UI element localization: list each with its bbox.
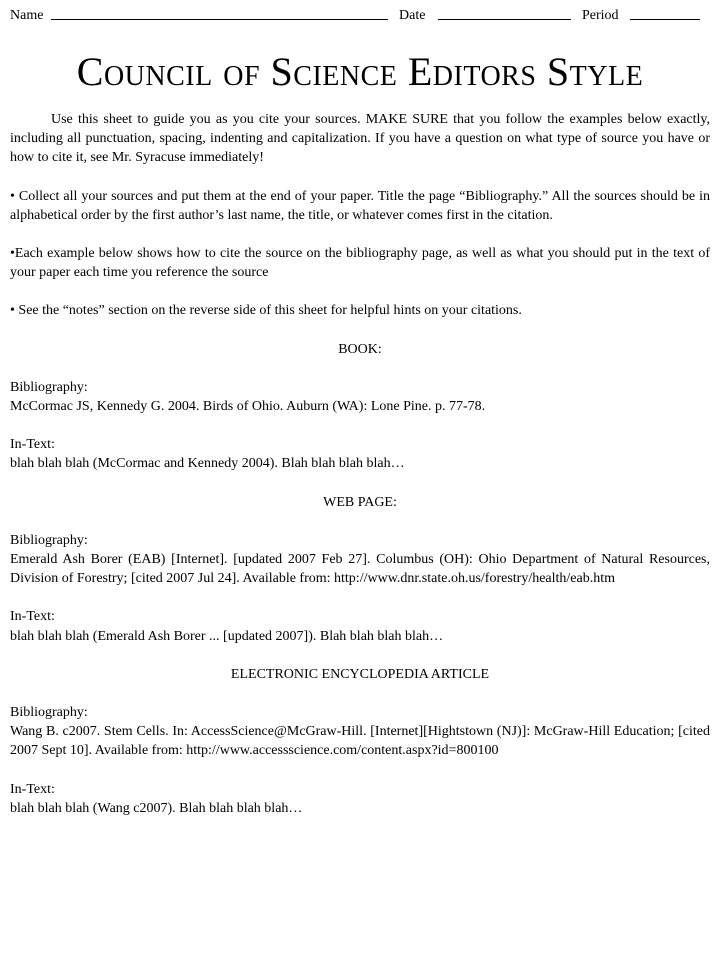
worksheet-page [10, 6, 710, 837]
period-label: Period [582, 8, 619, 23]
date-label: Date [399, 8, 426, 23]
section-heading: ELECTRONIC ENCYCLOPEDIA ARTICLE [230, 666, 490, 682]
name-blank [51, 6, 388, 20]
section-heading: WEB PAGE: [323, 494, 397, 510]
student-info-header [10, 6, 710, 26]
bibliography-label: Bibliography: [10, 532, 88, 548]
intext-label: In-Text: [10, 437, 55, 453]
intext-example: blah blah blah (McCormac and Kennedy 2004). Blah blah blah blah… [10, 456, 405, 472]
name-label: Name [10, 8, 44, 23]
bibliography-entry: Emerald Ash Borer (EAB) [Internet]. [updated 2007 Feb 27]. Columbus (OH): Ohio Department of Natural Resources, Division of Forestry; [cited 2007 Jul 24]. Available from: http://www.dnr.state.oh.us/forestry/health/eab.htm [10, 552, 710, 587]
section-heading: BOOK: [338, 341, 382, 357]
section-web-page [10, 493, 710, 646]
date-blank [438, 6, 571, 20]
bibliography-label: Bibliography: [10, 705, 88, 721]
section-encyclopedia [10, 665, 710, 818]
period-blank [630, 6, 700, 20]
section-book [10, 340, 710, 474]
intext-example: blah blah blah (Emerald Ash Borer ... [updated 2007]). Blah blah blah blah… [10, 628, 444, 644]
bibliography-entry: Wang B. c2007. Stem Cells. In: AccessScience@McGraw-Hill. [Internet][Hightstown (NJ)]: McGraw-Hill Education; [cited 2007 Sept 10]. Available from: http://www.accessscience.com/content.aspx?id=800100 [10, 724, 710, 759]
intext-label: In-Text: [10, 609, 55, 625]
bullet-notes: • See the “notes” section on the reverse side of this sheet for helpful hints on your citations. [10, 303, 522, 319]
bullet-examples: •Each example below shows how to cite the source on the bibliography page, as well as what you should put in the text of your paper each time you reference the source [10, 246, 710, 281]
bibliography-label: Bibliography: [10, 379, 88, 395]
intext-label: In-Text: [10, 781, 55, 797]
intro-paragraph: Use this sheet to guide you as you cite your sources. MAKE SURE that you follow the examples below exactly, including all punctuation, spacing, indenting and capitalization. If you have a question on what type of source you have or how to cite it, see Mr. Syracuse immediately! [10, 112, 710, 166]
intext-example: blah blah blah (Wang c2007). Blah blah blah blah… [10, 800, 303, 816]
page-title: Council of Science Editors Style [76, 49, 644, 94]
bullet-collect-sources: • Collect all your sources and put them at the end of your paper. Title the page “Bibliography.” All the sources should be in alphabetical order by the first author’s last name, the title, or whatever comes first in the citation. [10, 188, 710, 223]
bibliography-entry: McCormac JS, Kennedy G. 2004. Birds of Ohio. Auburn (WA): Lone Pine. p. 77-78. [10, 399, 486, 415]
